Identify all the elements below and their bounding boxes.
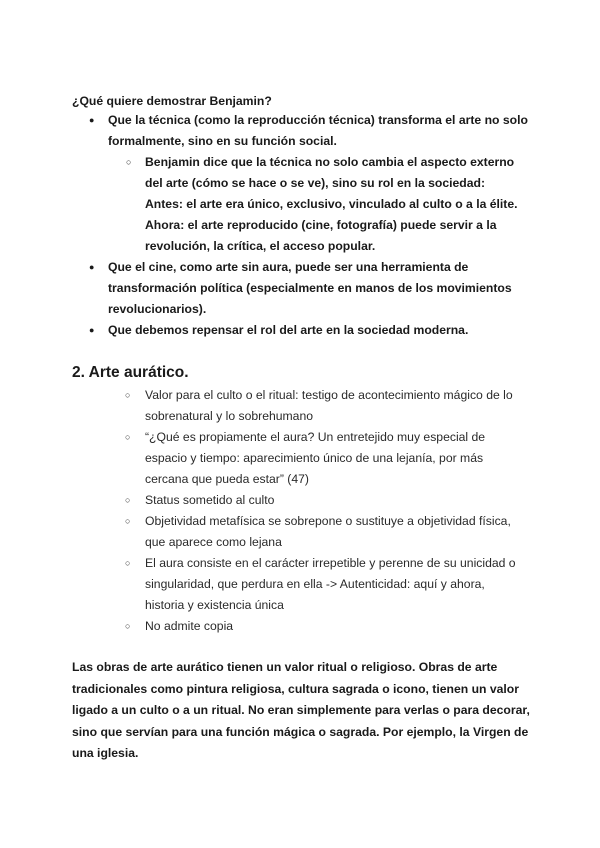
list-item-text: “¿Qué es propiamente el aura? Un entretejido muy especial de espacio y tiempo: aparecimiento único de una lejanía, por más cercana que pueda estar” (47): [145, 430, 486, 486]
circle-bullet-icon: ○: [126, 157, 132, 167]
bullet-text: Que la técnica (como la reproducción técnica) transforma el arte no solo formalmente, sino en su función social.: [108, 113, 528, 148]
sub-bullet-item: [126, 152, 520, 257]
circle-bullet-icon: ○: [125, 558, 131, 568]
circle-bullet-icon: ○: [125, 621, 131, 631]
list-item: [125, 511, 525, 553]
circle-bullet-icon: ○: [125, 390, 131, 400]
list-item: [125, 427, 525, 490]
list-item-text: Status sometido al culto: [145, 493, 275, 507]
list-item-text: El aura consiste en el carácter irrepetible y perenne de su unicidad o singularidad, que perdura en ella -> Autenticidad: aquí y ahora, historia y existencia única: [145, 556, 516, 612]
bullet-item: [89, 257, 518, 320]
list-item: [125, 616, 525, 637]
list-item-text: Valor para el culto o el ritual: testigo de acontecimiento mágico de lo sobrenatural y lo sobrehumano: [145, 388, 513, 423]
circle-bullet-icon: ○: [125, 495, 131, 505]
bullet-text: Que debemos repensar el rol del arte en la sociedad moderna.: [108, 323, 469, 337]
bullet-text: Que el cine, como arte sin aura, puede ser una herramienta de transformación política (especialmente en manos de los movimientos revolucionarios).: [108, 260, 512, 316]
list-item: [125, 385, 525, 427]
list-item: [125, 490, 525, 511]
list-item-text: No admite copia: [145, 619, 234, 633]
list-item-text: Objetividad metafísica se sobrepone o sustituye a objetividad física, que aparece como lejana: [145, 514, 511, 549]
bullet-icon: ●: [89, 262, 95, 272]
section-heading: 2. Arte aurático.: [72, 364, 189, 381]
question-heading: ¿Qué quiere demostrar Benjamin?: [72, 94, 272, 108]
body-paragraph: Las obras de arte aurático tienen un valor ritual o religioso. Obras de arte tradicionales como pintura religiosa, cultura sagrada o icono, tienen un valor ligado a un culto o a un ritual. No eran simplemente para verlas o para decorar, sino que servían para una función mágica o sagrada. Por ejemplo, la Virgen de una iglesia.: [72, 660, 530, 760]
bullet-item: [89, 110, 533, 152]
bullet-icon: ●: [89, 115, 95, 125]
bullet-icon: ●: [89, 325, 95, 335]
list-item: [125, 553, 525, 616]
aura-list: [125, 385, 525, 637]
circle-bullet-icon: ○: [125, 432, 131, 442]
circle-bullet-icon: ○: [125, 516, 131, 526]
bullet-item: [89, 320, 528, 341]
sub-bullet-text: Benjamin dice que la técnica no solo cambia el aspecto externo del arte (cómo se hace o se ve), sino su rol en la sociedad: Antes: el arte era único, exclusivo, vinculado al culto o a la élite. Ahora: el arte reproducido (cine, fotografía) puede servir a la revolución, la crítica, el acceso popular.: [145, 155, 518, 253]
